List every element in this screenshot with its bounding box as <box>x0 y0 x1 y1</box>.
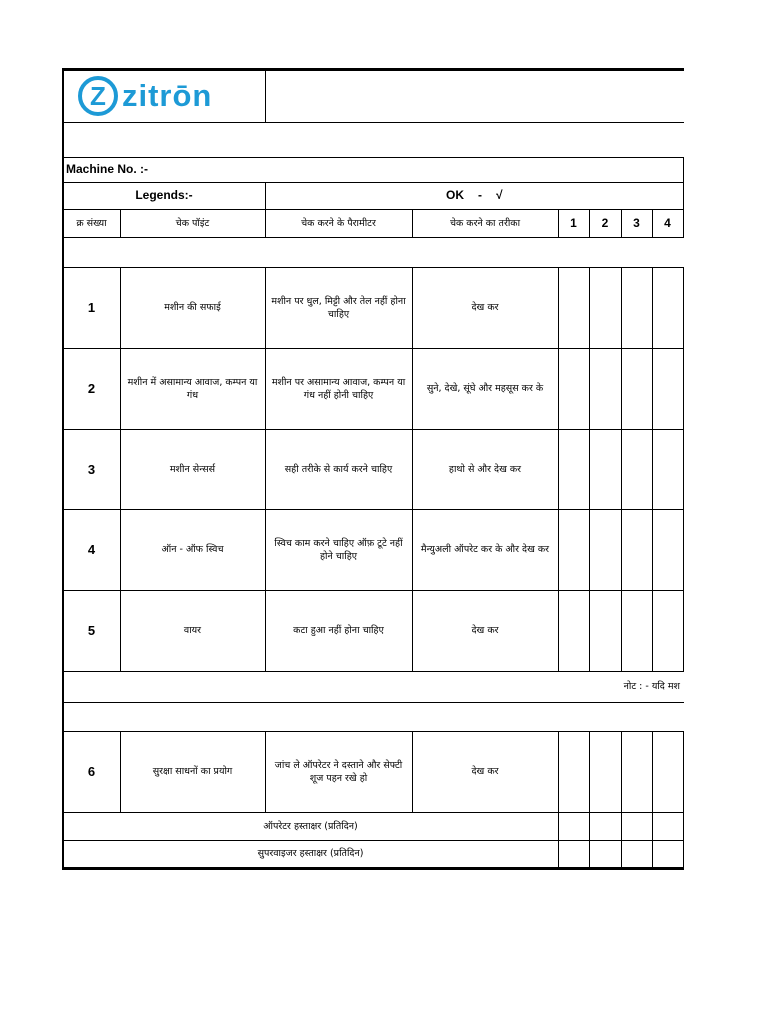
machine-no-label: Machine No. :- <box>66 162 149 176</box>
check-point: ऑन - ऑफ स्विच <box>161 544 224 555</box>
check-method: मैन्युअली ऑपरेट कर के और देख कर <box>420 544 550 555</box>
zitron-logo-mark: Z <box>78 76 118 116</box>
check-method: देख कर <box>471 302 499 313</box>
check-point: सुरक्षा साधनों का प्रयोग <box>152 766 233 777</box>
legends-label: Legends:- <box>135 188 193 202</box>
check-point: वायर <box>183 625 202 636</box>
operator-signature-label: ऑपरेटर हस्ताक्षर (प्रतिदिन) <box>263 820 358 832</box>
zitron-logo-text: zitrōn <box>122 78 213 113</box>
note-text: नोट : - यदि मश <box>623 681 680 692</box>
column-header-day-1: 1 <box>570 215 577 230</box>
check-parameter: मशीन पर धुल, मिट्टी और तेल नहीं होना चाहिए <box>271 295 406 320</box>
supervisor-signature-label: सुपरवाइजर हस्ताक्षर (प्रतिदिन) <box>257 848 364 859</box>
check-parameter: जांच ले ऑपरेटर ने दस्ताने और सेफ्टी शूज पहन रखे हो <box>274 759 403 784</box>
legend-dash: - <box>478 188 482 202</box>
legend-ok-label: OK <box>446 188 464 202</box>
check-parameter: स्विच काम करने चाहिए ऑफ़ टूटे नहीं होने चाहिए <box>274 537 403 562</box>
row-number: 6 <box>87 764 96 779</box>
row-number: 3 <box>87 461 96 477</box>
check-parameter: मशीन पर असामान्य आवाज, कम्पन या गंध नहीं होनी चाहिए <box>271 376 406 401</box>
check-method: हाथो से और देख कर <box>448 463 522 475</box>
zitron-logo <box>78 74 258 118</box>
check-parameter: कटा हुआ नहीं होना चाहिए <box>293 625 384 636</box>
row-number: 5 <box>87 623 96 638</box>
check-method: सुने, देखे, सूंघे और महसूस कर के <box>426 383 544 394</box>
row-number: 4 <box>87 542 96 557</box>
column-header-day-2: 2 <box>601 215 609 230</box>
column-header-point: चेक पॉइंट <box>175 217 210 229</box>
check-point: मशीन सेन्सर्स <box>169 463 216 475</box>
check-method: देख कर <box>471 625 499 636</box>
column-header-day-4: 4 <box>664 215 671 230</box>
row-number: 2 <box>87 381 96 396</box>
check-point: मशीन की सफाई <box>164 302 221 313</box>
legend-ok <box>412 182 502 209</box>
column-header-method: चेक करने का तरीका <box>449 217 521 229</box>
legend-check-symbol: √ <box>496 188 503 202</box>
column-header-day-3: 3 <box>633 215 640 230</box>
column-header-parameter: चेक करने के पैरामीटर <box>301 217 376 229</box>
row-number: 1 <box>87 300 96 315</box>
check-point: मशीन में असामान्य आवाज, कम्पन या गंध <box>127 376 258 401</box>
column-header-sr: क्र संख्या <box>76 217 107 229</box>
check-method: देख कर <box>471 766 499 777</box>
check-parameter: सही तरीके से कार्य करने चाहिए <box>284 463 393 475</box>
